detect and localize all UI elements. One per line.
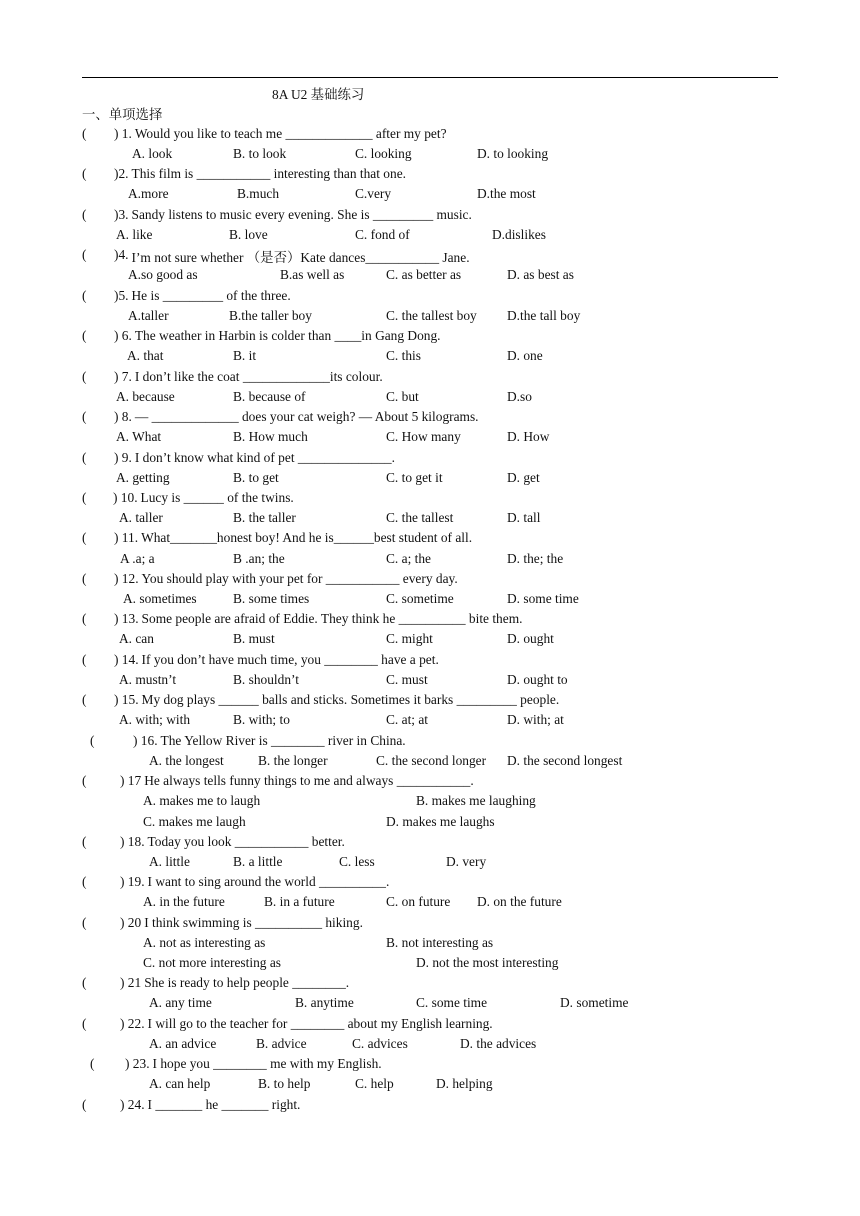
option-d: D. makes me laughs (386, 814, 495, 829)
question-number: ) 10. (113, 490, 138, 505)
option-a: A .a; a (120, 551, 155, 566)
option-d: D. the second longest (507, 753, 623, 768)
option-d: D.the most (477, 186, 536, 201)
question-number: ) 8. (114, 409, 132, 424)
option-b: B. anytime (295, 995, 354, 1010)
option-c: C. on future (386, 894, 451, 909)
option-a: A. getting (116, 470, 170, 485)
option-a: A. an advice (149, 1036, 217, 1051)
answer-paren[interactable]: ( (82, 288, 87, 303)
option-b: B.as well as (280, 267, 345, 282)
question-stem: I’m not sure whether （是否）Kate dances___________ Jane. (131, 250, 470, 265)
option-b: B. the taller (233, 510, 296, 525)
option-a: A.so good as (128, 267, 198, 282)
option-c: C. some time (416, 995, 488, 1010)
option-c: C. help (355, 1076, 394, 1091)
answer-paren[interactable]: ( (82, 834, 87, 849)
option-d: D. one (507, 348, 543, 363)
option-a: A.more (128, 186, 169, 201)
question-number: )2. (114, 166, 129, 181)
option-c: C. looking (355, 146, 412, 161)
option-d: D. helping (436, 1076, 493, 1091)
question-stem: I think swimming is __________ hiking. (144, 915, 363, 930)
answer-paren[interactable]: ( (82, 571, 87, 586)
option-c: C. to get it (386, 470, 443, 485)
answer-paren[interactable]: ( (82, 773, 87, 788)
question-stem: The weather in Harbin is colder than ____in Gang Dong. (134, 328, 441, 343)
answer-paren[interactable]: ( (82, 611, 87, 626)
answer-paren[interactable]: ( (90, 1056, 95, 1071)
answer-paren[interactable]: ( (82, 369, 87, 384)
option-b: B. to get (233, 470, 279, 485)
option-b: B. How much (233, 429, 308, 444)
question-stem: I will go to the teacher for ________ about my English learning. (147, 1016, 493, 1031)
answer-paren[interactable]: ( (82, 409, 87, 424)
option-b: B. shouldn’t (233, 672, 299, 687)
question-stem: She is ready to help people ________. (144, 975, 350, 990)
question-stem: I hope you ________ me with my English. (152, 1056, 382, 1071)
option-b: B. not interesting as (386, 935, 494, 950)
option-c: C. the tallest boy (386, 308, 477, 323)
option-a: A. that (127, 348, 164, 363)
question-number: ) 9. (114, 450, 132, 465)
option-d: D. ought (507, 631, 554, 646)
answer-paren[interactable]: ( (82, 874, 87, 889)
question-number: ) 20 (120, 915, 142, 930)
answer-paren[interactable]: ( (90, 733, 95, 748)
option-d: D. as best as (507, 267, 574, 282)
option-d: D. not the most interesting (416, 955, 559, 970)
option-d: D. with; at (507, 712, 564, 727)
question-stem: Lucy is ______ of the twins. (140, 490, 294, 505)
option-d: D. get (507, 470, 540, 485)
option-a: A. because (116, 389, 175, 404)
option-a: A. mustn’t (119, 672, 177, 687)
option-d: D.so (507, 389, 532, 404)
option-b: B. the longer (258, 753, 328, 768)
option-d: D. the; the (507, 551, 564, 566)
answer-paren[interactable]: ( (82, 247, 87, 262)
option-d: D. tall (507, 510, 541, 525)
option-c: C. the second longer (376, 753, 487, 768)
answer-paren[interactable]: ( (82, 1016, 87, 1031)
option-b: B. makes me laughing (416, 793, 536, 808)
option-a: A. makes me to laugh (143, 793, 261, 808)
option-b: B. some times (233, 591, 310, 606)
question-stem: You should play with your pet for ___________ every day. (141, 571, 458, 586)
question-number: ) 13. (114, 611, 139, 626)
option-b: B. to help (258, 1076, 311, 1091)
option-d: D. the advices (460, 1036, 537, 1051)
question-stem: If you don’t have much time, you ________ have a pet. (141, 652, 439, 667)
question-number: ) 16. (133, 733, 158, 748)
option-c: C. must (386, 672, 428, 687)
page-title: 8A U2 基础练习 (272, 87, 365, 102)
option-a: A. with; with (119, 712, 191, 727)
option-b: B. in a future (264, 894, 335, 909)
question-number: ) 18. (120, 834, 145, 849)
option-d: D.the tall boy (507, 308, 581, 323)
question-number: ) 6. (114, 328, 132, 343)
question-number: )5. (114, 288, 129, 303)
answer-paren[interactable]: ( (82, 490, 87, 505)
answer-paren[interactable]: ( (82, 692, 87, 707)
answer-paren[interactable]: ( (82, 1097, 87, 1112)
question-number: ) 7. (114, 369, 132, 384)
option-a: A. the longest (149, 753, 224, 768)
question-number: ) 23. (125, 1056, 150, 1071)
question-number: ) 11. (114, 530, 139, 545)
option-c: C. at; at (386, 712, 429, 727)
option-b: B. a little (233, 854, 283, 869)
option-d: D. ought to (507, 672, 568, 687)
option-c: C. not more interesting as (143, 955, 281, 970)
question-number: ) 1. (114, 126, 132, 141)
option-b: B. with; to (233, 712, 290, 727)
option-c: C. How many (386, 429, 461, 444)
question-stem: The Yellow River is ________ river in China. (160, 733, 406, 748)
option-b: B. love (229, 227, 268, 242)
top-rule (82, 77, 778, 78)
option-a: A. in the future (143, 894, 225, 909)
option-c: C. this (386, 348, 421, 363)
question-number: ) 17 (120, 773, 142, 788)
option-a: A. little (149, 854, 190, 869)
option-b: B.much (237, 186, 280, 201)
question-stem: I don’t like the coat _____________its colour. (134, 369, 383, 384)
option-b: B. it (233, 348, 257, 363)
question-number: )3. (114, 207, 129, 222)
question-number: ) 22. (120, 1016, 145, 1031)
option-c: C. might (386, 631, 433, 646)
option-d: D.dislikes (492, 227, 546, 242)
option-c: C. fond of (355, 227, 410, 242)
question-stem: He is _________ of the three. (131, 288, 291, 303)
option-c: C. a; the (386, 551, 431, 566)
answer-paren[interactable]: ( (82, 450, 87, 465)
option-a: A. not as interesting as (143, 935, 266, 950)
question-stem: I don’t know what kind of pet ______________. (134, 450, 395, 465)
answer-paren[interactable]: ( (82, 975, 87, 990)
option-c: C. sometime (386, 591, 454, 606)
question-number: ) 14. (114, 652, 139, 667)
question-stem: I _______ he _______ right. (147, 1097, 301, 1112)
option-b: B.the taller boy (229, 308, 312, 323)
option-d: D. to looking (477, 146, 549, 161)
question-number: )4. (114, 247, 129, 262)
option-a: A. like (116, 227, 153, 242)
question-stem: — _____________ does your cat weigh? — About 5 kilograms. (134, 409, 479, 424)
option-b: B .an; the (233, 551, 285, 566)
answer-paren[interactable]: ( (82, 126, 87, 141)
option-c: C. but (386, 389, 419, 404)
question-number: ) 19. (120, 874, 145, 889)
option-b: B. to look (233, 146, 287, 161)
option-a: A.taller (128, 308, 169, 323)
question-stem: He always tells funny things to me and always ___________. (144, 773, 474, 788)
question-number: ) 12. (114, 571, 139, 586)
option-a: A. can (119, 631, 154, 646)
option-c: C. as better as (386, 267, 462, 282)
answer-paren[interactable]: ( (82, 530, 87, 545)
question-stem: Sandy listens to music every evening. She is _________ music. (131, 207, 472, 222)
question-number: ) 21 (120, 975, 142, 990)
question-stem: My dog plays ______ balls and sticks. Sometimes it barks _________ people. (141, 692, 560, 707)
option-c: C. makes me laugh (143, 814, 246, 829)
option-d: D. sometime (560, 995, 629, 1010)
option-a: A. look (132, 146, 173, 161)
option-a: A. taller (119, 510, 163, 525)
answer-paren[interactable]: ( (82, 652, 87, 667)
option-a: A. sometimes (123, 591, 197, 606)
option-d: D. very (446, 854, 487, 869)
option-b: B. advice (256, 1036, 307, 1051)
question-stem: Some people are afraid of Eddie. They think he __________ bite them. (141, 611, 523, 626)
option-d: D. on the future (477, 894, 562, 909)
answer-paren[interactable]: ( (82, 328, 87, 343)
option-a: A. any time (149, 995, 212, 1010)
option-a: A. can help (149, 1076, 211, 1091)
option-d: D. some time (507, 591, 579, 606)
option-b: B. because of (233, 389, 306, 404)
option-a: A. What (116, 429, 162, 444)
question-number: ) 15. (114, 692, 139, 707)
answer-paren[interactable]: ( (82, 166, 87, 181)
section-heading: 一、单项选择 (82, 107, 163, 122)
option-d: D. How (507, 429, 550, 444)
question-number: ) 24. (120, 1097, 145, 1112)
question-stem: This film is ___________ interesting than that one. (131, 166, 406, 181)
option-c: C. advices (352, 1036, 408, 1051)
answer-paren[interactable]: ( (82, 207, 87, 222)
question-stem: Would you like to teach me _____________ after my pet? (134, 126, 447, 141)
option-c: C. the tallest (386, 510, 454, 525)
question-stem: Today you look ___________ better. (147, 834, 345, 849)
option-b: B. must (233, 631, 275, 646)
option-c: C.very (355, 186, 392, 201)
answer-paren[interactable]: ( (82, 915, 87, 930)
option-c: C. less (339, 854, 375, 869)
question-stem: I want to sing around the world __________. (147, 874, 390, 889)
question-stem: What_______honest boy! And he is______best student of all. (141, 530, 473, 545)
